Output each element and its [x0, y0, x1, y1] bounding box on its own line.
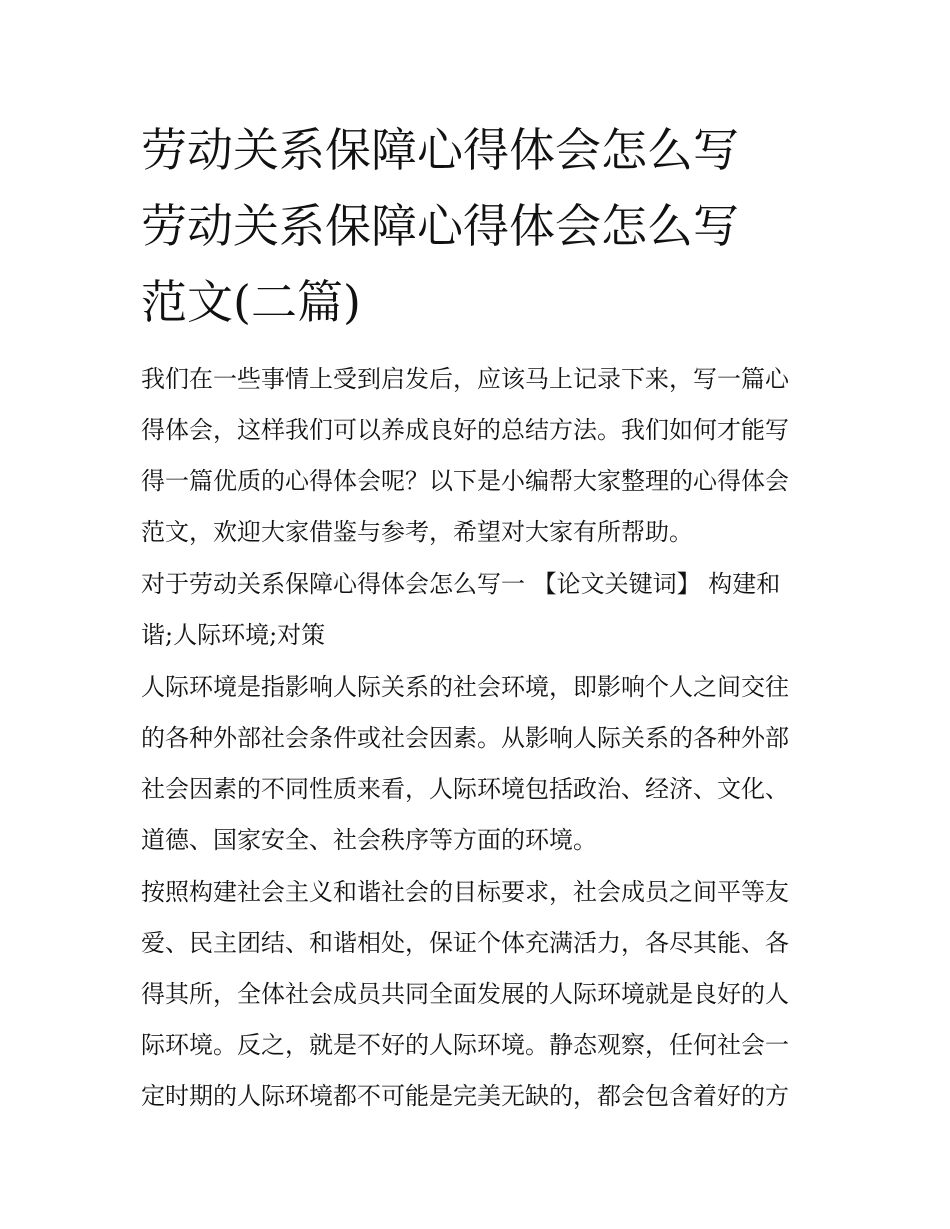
title-line-2: 劳动关系保障心得体会怎么写 — [141, 199, 739, 253]
document-title — [141, 112, 813, 340]
text-line: 谐;人际环境;对策 — [141, 621, 326, 649]
text-line: 范文，欢迎大家借鉴与参考，希望对大家有所帮助。 — [141, 518, 693, 546]
paragraph-harmony — [141, 867, 813, 1122]
text-line: 人际环境是指影响人际关系的社会环境，即影响个人之间交往 — [141, 673, 789, 701]
paragraph-intro — [141, 354, 813, 558]
text-line: 得体会，这样我们可以养成良好的总结方法。我们如何才能写 — [141, 416, 789, 444]
paragraph-definition — [141, 662, 813, 866]
text-line: 爱、民主团结、和谐相处，保证个体充满活力，各尽其能、各 — [141, 929, 789, 957]
text-line: 按照构建社会主义和谐社会的目标要求，社会成员之间平等友 — [141, 878, 789, 906]
text-line: 我们在一些事情上受到启发后，应该马上记录下来，写一篇心 — [141, 365, 789, 393]
text-line: 社会因素的不同性质来看，人际环境包括政治、经济、文化、 — [141, 775, 789, 803]
text-line: 得一篇优质的心得体会呢？以下是小编帮大家整理的心得体会 — [141, 467, 789, 495]
text-line: 对于劳动关系保障心得体会怎么写一 【论文关键词】 构建和 — [141, 570, 781, 598]
paragraph-keywords — [141, 559, 813, 661]
text-line: 得其所，全体社会成员共同全面发展的人际环境就是良好的人 — [141, 980, 789, 1008]
document-content — [141, 112, 813, 1123]
title-line-3: 范文(二篇) — [141, 275, 361, 329]
text-line: 定时期的人际环境都不可能是完美无缺的，都会包含着好的方 — [141, 1082, 789, 1110]
document-body — [141, 354, 813, 1122]
text-line: 道德、国家安全、社会秩序等方面的环境。 — [141, 826, 597, 854]
text-line: 的各种外部社会条件或社会因素。从影响人际关系的各种外部 — [141, 724, 789, 752]
title-line-1: 劳动关系保障心得体会怎么写 — [141, 123, 739, 177]
text-line: 际环境。反之，就是不好的人际环境。静态观察，任何社会一 — [141, 1031, 789, 1059]
